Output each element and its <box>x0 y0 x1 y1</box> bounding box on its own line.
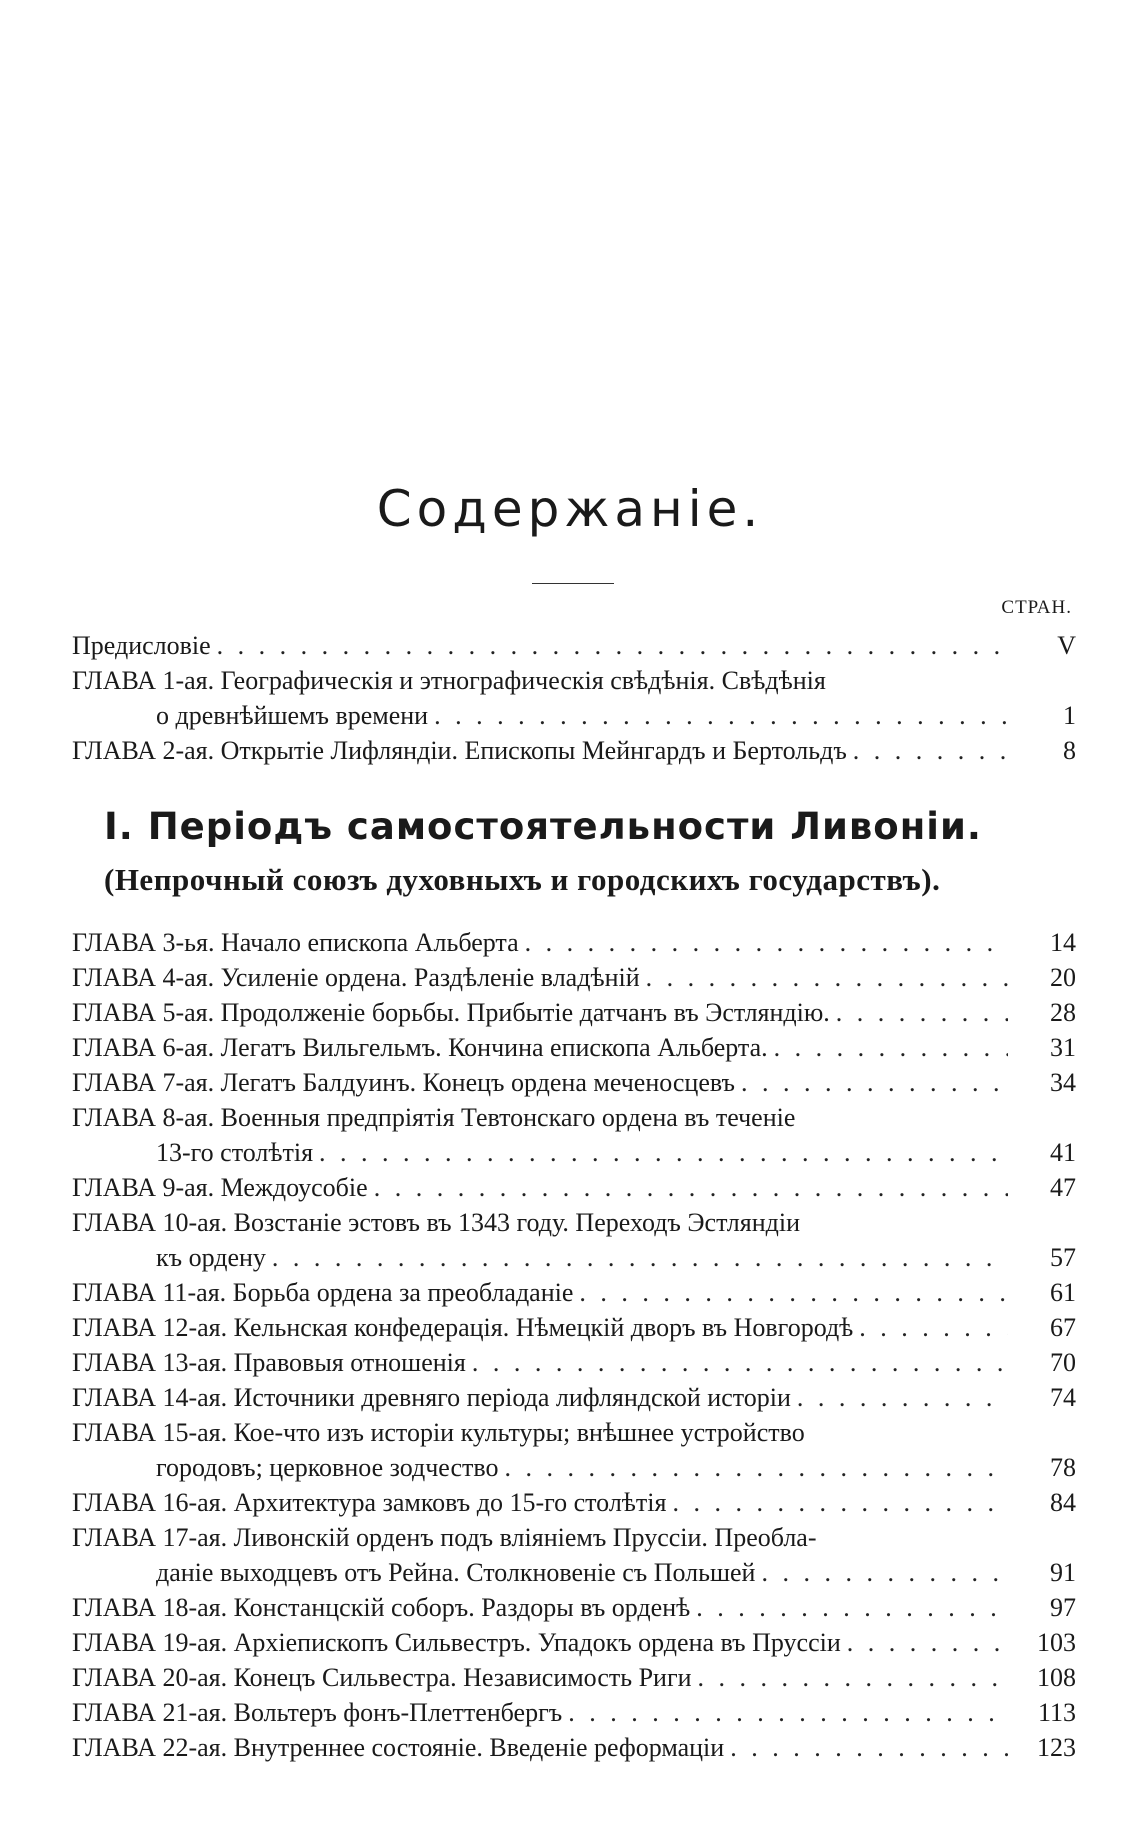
toc-entry-text: ГЛАВА 14-ая. Источники древняго періода лифляндской исторіи <box>72 1383 791 1412</box>
toc-entry-row <box>72 1310 1076 1345</box>
part-subtitle: (Непрочный союзъ духовныхъ и городскихъ государствъ). <box>104 862 941 897</box>
toc-entry-row <box>72 1135 1076 1170</box>
toc-entry-text: ГЛАВА 2-ая. Открытіе Лифляндіи. Епископы Мейнгардъ и Бертольдъ <box>72 736 847 765</box>
dot-leader <box>640 960 1008 995</box>
toc-entry-row <box>72 1065 1076 1100</box>
toc-entry-first-line: ГЛАВА 8-ая. Военныя предпріятія Тевтонскаго ордена въ теченіе <box>72 1103 796 1132</box>
chapter-toc <box>72 925 1076 1765</box>
toc-entry-text: ГЛАВА 5-ая. Продолженіе борьбы. Прибытіе датчанъ въ Эстляндію. <box>72 998 830 1027</box>
toc-entry-row <box>72 1275 1076 1310</box>
toc-entry <box>72 1415 1076 1485</box>
title-divider <box>532 583 614 584</box>
toc-entry-row <box>72 1590 1076 1625</box>
toc-entry <box>72 1065 1076 1100</box>
toc-entry <box>72 1730 1076 1765</box>
toc-entry-row <box>72 1485 1076 1520</box>
toc-page-number: 123 <box>1037 1733 1076 1762</box>
toc-entry-row <box>72 1170 1076 1205</box>
toc-entry-text: ГЛАВА 13-ая. Правовыя отношенія <box>72 1348 466 1377</box>
toc-entry-text: ГЛАВА 22-ая. Внутреннее состояніе. Введеніе реформаціи <box>72 1733 725 1762</box>
dot-leader <box>368 1170 1008 1205</box>
toc-entry-text: ГЛАВА 19-ая. Архіепископъ Сильвестръ. Упадокъ ордена въ Пруссіи <box>72 1628 841 1657</box>
dot-leader <box>519 925 1008 960</box>
toc-page-number: 8 <box>1063 736 1076 765</box>
dot-leader <box>841 1625 1008 1660</box>
toc-entry <box>72 1520 1076 1590</box>
toc-entry-text: 13-го столѣтія <box>156 1138 314 1167</box>
toc-entry <box>72 663 1076 733</box>
toc-entry-row <box>72 1345 1076 1380</box>
toc-entry-first-line: ГЛАВА 17-ая. Ливонскій орденъ подъ вліяніемъ Пруссіи. Преобла- <box>72 1523 817 1552</box>
toc-entry-row <box>72 1380 1076 1415</box>
toc-page-number: 14 <box>1050 928 1076 957</box>
toc-page-number: 84 <box>1050 1488 1076 1517</box>
toc-page-number: 41 <box>1050 1138 1076 1167</box>
toc-entry-first-line: ГЛАВА 15-ая. Кое-что изъ исторіи культуры; внѣшнее устройство <box>72 1418 805 1447</box>
toc-entry <box>72 1485 1076 1520</box>
toc-entry-row <box>72 1030 1076 1065</box>
toc-page-number: 67 <box>1050 1313 1076 1342</box>
toc-entry <box>72 925 1076 960</box>
toc-entry <box>72 628 1076 663</box>
toc-page-number: 31 <box>1050 1033 1076 1062</box>
toc-entry-text: ГЛАВА 21-ая. Вольтеръ фонъ-Плеттенбергъ <box>72 1698 563 1727</box>
toc-entry-text: ГЛАВА 18-ая. Констанцскій соборъ. Раздоры въ орденѣ <box>72 1593 691 1622</box>
toc-entry-text: ГЛАВА 9-ая. Междоусобіе <box>72 1173 368 1202</box>
toc-page-number: V <box>1057 631 1076 660</box>
toc-page-number: 34 <box>1050 1068 1076 1097</box>
toc-entry-row <box>72 1240 1076 1275</box>
dot-leader <box>755 1555 1008 1590</box>
toc-entry-text: ГЛАВА 11-ая. Борьба ордена за преобладаніе <box>72 1278 574 1307</box>
intro-toc <box>72 628 1076 768</box>
dot-leader <box>791 1380 1008 1415</box>
toc-entry-text: ГЛАВА 7-ая. Легатъ Балдуинъ. Конецъ ордена меченосцевъ <box>72 1068 735 1097</box>
toc-entry <box>72 733 1076 768</box>
toc-page-number: 47 <box>1050 1173 1076 1202</box>
toc-entry-row <box>72 1625 1076 1660</box>
toc-entry-text: ГЛАВА 4-ая. Усиленіе ордена. Раздѣленіе владѣній <box>72 963 640 992</box>
toc-page-number: 61 <box>1050 1278 1076 1307</box>
toc-entry-row <box>72 925 1076 960</box>
part-title: I. Періодъ самостоятельности Ливоніи. <box>104 805 982 848</box>
toc-page-number: 20 <box>1050 963 1076 992</box>
toc-entry <box>72 1205 1076 1275</box>
toc-entry-text: городовъ; церковное зодчество <box>156 1453 499 1482</box>
toc-entry <box>72 1625 1076 1660</box>
toc-entry <box>72 1100 1076 1170</box>
toc-entry <box>72 960 1076 995</box>
toc-page-number: 57 <box>1050 1243 1076 1272</box>
toc-entry <box>72 1310 1076 1345</box>
toc-entry <box>72 995 1076 1030</box>
toc-page-number: 113 <box>1037 1698 1076 1727</box>
toc-entry-text: къ ордену <box>156 1243 266 1272</box>
toc-entry <box>72 1345 1076 1380</box>
dot-leader <box>690 1590 1008 1625</box>
dot-leader <box>853 1310 1008 1345</box>
toc-entry <box>72 1695 1076 1730</box>
toc-page-number: 103 <box>1037 1628 1076 1657</box>
dot-leader <box>847 733 1008 768</box>
dot-leader <box>724 1730 1008 1765</box>
page-title: Содержаніе. <box>376 480 764 538</box>
toc-entry <box>72 1030 1076 1065</box>
toc-entry <box>72 1275 1076 1310</box>
toc-entry-row <box>72 1555 1076 1590</box>
dot-leader <box>768 1030 1008 1065</box>
dot-leader <box>266 1240 1008 1275</box>
dot-leader <box>498 1450 1008 1485</box>
toc-entry-text: ГЛАВА 20-ая. Конецъ Сильвестра. Независимость Риги <box>72 1663 692 1692</box>
dot-leader <box>466 1345 1008 1380</box>
toc-entry-text: Предисловіе <box>72 631 211 660</box>
toc-page-number: 108 <box>1037 1663 1076 1692</box>
toc-page-number: 1 <box>1063 701 1076 730</box>
dot-leader <box>692 1660 1008 1695</box>
toc-entry <box>72 1590 1076 1625</box>
toc-entry-row <box>72 1730 1076 1765</box>
page-column-header: СТРАН. <box>1001 597 1072 618</box>
toc-page-number: 78 <box>1050 1453 1076 1482</box>
toc-entry-row <box>72 698 1076 733</box>
toc-entry-row <box>72 1450 1076 1485</box>
dot-leader <box>211 628 1008 663</box>
dot-leader <box>830 995 1008 1030</box>
dot-leader <box>313 1135 1008 1170</box>
toc-entry-row <box>72 628 1076 663</box>
toc-page-number: 28 <box>1050 998 1076 1027</box>
dot-leader <box>562 1695 1008 1730</box>
toc-entry-text: о древнѣйшемъ времени <box>156 701 429 730</box>
toc-entry-row <box>72 733 1076 768</box>
toc-entry-row <box>72 960 1076 995</box>
dot-leader <box>735 1065 1008 1100</box>
toc-entry-row <box>72 995 1076 1030</box>
toc-entry <box>72 1170 1076 1205</box>
dot-leader <box>428 698 1008 733</box>
dot-leader <box>666 1485 1008 1520</box>
toc-entry-row <box>72 1660 1076 1695</box>
toc-entry <box>72 1380 1076 1415</box>
toc-page-number: 70 <box>1050 1348 1076 1377</box>
toc-entry-first-line: ГЛАВА 1-ая. Географическія и этнографическія свѣдѣнія. Свѣдѣнія <box>72 666 826 695</box>
toc-entry-row <box>72 1695 1076 1730</box>
toc-page-number: 74 <box>1050 1383 1076 1412</box>
toc-entry-text: ГЛАВА 6-ая. Легатъ Вильгельмъ. Кончина епископа Альберта. <box>72 1033 768 1062</box>
toc-entry-text: ГЛАВА 3-ья. Начало епископа Альберта <box>72 928 519 957</box>
toc-entry-text: даніе выходцевъ отъ Рейна. Столкновеніе съ Польшей <box>156 1558 756 1587</box>
toc-entry <box>72 1660 1076 1695</box>
toc-entry-first-line: ГЛАВА 10-ая. Возстаніе эстовъ въ 1343 году. Переходъ Эстляндіи <box>72 1208 801 1237</box>
dot-leader <box>573 1275 1008 1310</box>
toc-entry-text: ГЛАВА 16-ая. Архитектура замковъ до 15-го столѣтія <box>72 1488 667 1517</box>
toc-entry-text: ГЛАВА 12-ая. Кельнская конфедерація. Нѣмецкій дворъ въ Новгородѣ <box>72 1313 854 1342</box>
toc-page-number: 97 <box>1050 1593 1076 1622</box>
toc-page-number: 91 <box>1050 1558 1076 1587</box>
